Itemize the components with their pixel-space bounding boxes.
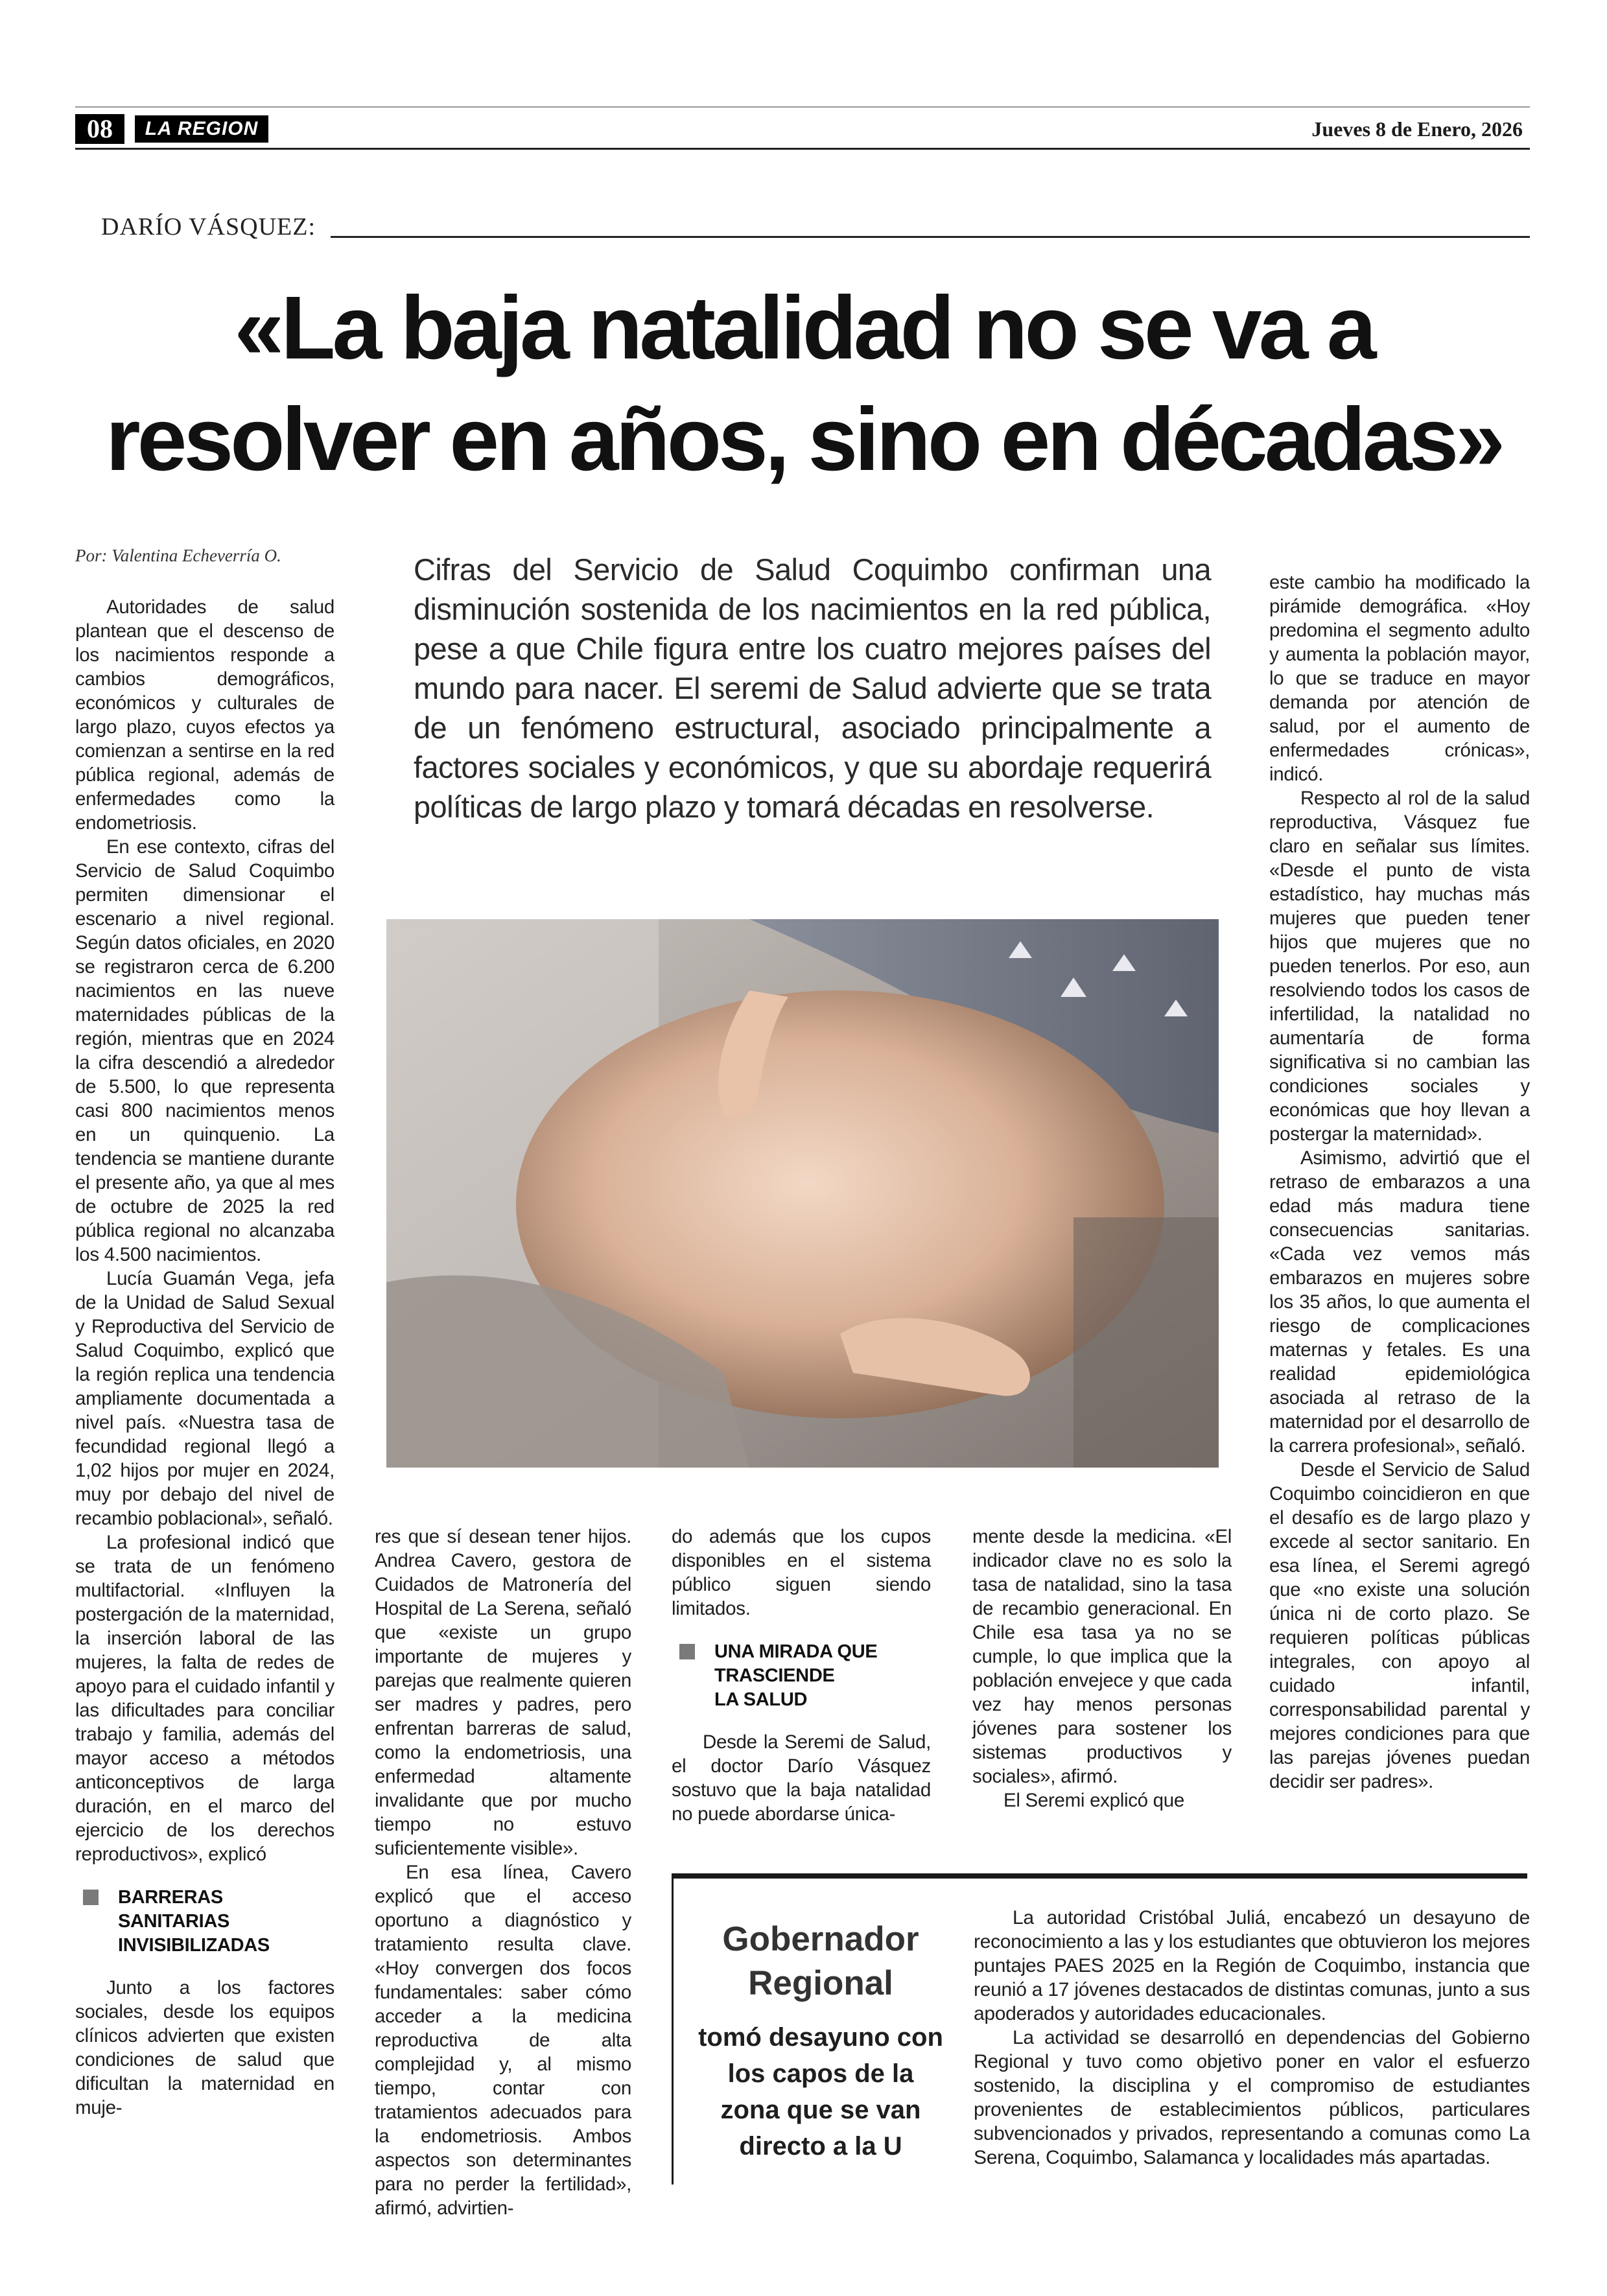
box-left-rule [672, 1873, 674, 2185]
article-byline: Por: Valentina Echeverría O. [75, 546, 281, 565]
issue-date: Jueves 8 de Enero, 2026 [1311, 117, 1523, 141]
header-bottom-rule [75, 148, 1530, 150]
article-column-4 [972, 1525, 1232, 1812]
paragraph: En ese contexto, cifras del Servicio de Salud Coquimbo permiten dimensionar el escenario a nivel regional. Según datos oficiales, en 2020 se registraron cerca de 6.200 nacimientos en las nueve maternidades públicas de la región, mientras que en 2024 la cifra descendió a alrededor de 5.500, lo que representa casi 800 nacimientos menos en un quinquenio. La tendencia se mantiene durante el presente año, ya que al mes de octubre de 2025 la red pública regional no alcanzaba los 4.500 nacimientos. [75, 836, 334, 1265]
article-column-2 [375, 1525, 631, 2220]
article-headline [97, 272, 1510, 495]
subhead-barreras: BARRERAS SANITARIAS INVISIBILIZADAS [75, 1886, 334, 1958]
article-column-5 [1269, 570, 1530, 1794]
headline-line-1: «La baja natalidad no se va a [234, 278, 1374, 378]
article-column-1 [75, 595, 334, 2120]
paragraph: Asimismo, advirtió que el retraso de embarazos a una edad más madura tiene consecuencias sanitarias. «Cada vez vemos más embarazos en mujeres sobre los 35 años, lo que aumenta el riesgo de complicaciones maternas y fetales. Es una realidad epidemiológica asociada al retraso de la maternidad por el desarrollo de la carrera profesional», señaló. [1269, 1147, 1530, 1457]
paragraph: res que sí desean tener hijos. Andrea Cavero, gestora de Cuidados de Matronería del Hospital de La Serena, señaló que «existe un grupo importante de mujeres y parejas que realmente quieren ser madres y padres, pero enfrentan barreras de salud, como la endometriosis, una enfermedad altamente invalidante que por mucho tiempo no estuvo suficientemente visible». [375, 1526, 631, 1859]
paragraph: La autoridad Cristóbal Juliá, encabezó un desayuno de reconocimiento a las y los estudiantes que obtuvieron los mejores puntajes PAES 2025 en la Región de Coquimbo, instancia que reunió a 17 jóvenes destacados de distintas comunas, junto a sus apoderados y autoridades educacionales. [974, 1907, 1530, 2024]
box-subtitle: tomó desayuno con los capos de la zona que se van directo a la U [698, 2023, 943, 2161]
article-kicker: DARÍO VÁSQUEZ: [101, 213, 316, 240]
paragraph: En esa línea, Cavero explicó que el acceso oportuno a diagnóstico y tratamiento resulta clave. «Hoy convergen dos focos fundamentales: saber cómo acceder a la medicina reproductiva de alta complejidad y, al mismo tiempo, contar con tratamientos adecuados para la endometriosis. Ambos aspectos son determinantes para no perder la fertilidad», afirmó, advirtien- [375, 1862, 631, 2219]
paragraph: Desde el Servicio de Salud Coquimbo coincidieron en que el desafío es de largo plazo y excede al sector sanitario. En esa línea, el Seremi agregó que «no existe una solución única ni de corto plazo. Se requieren políticas públicas integrales, con apoyo al cuidado infantil, corresponsabilidad parental y mejores condiciones para que las parejas jóvenes puedan decidir ser padres». [1269, 1459, 1530, 1792]
article-photo [386, 919, 1219, 1468]
paragraph: La actividad se desarrolló en dependencias del Gobierno Regional y tuvo como objetivo poner en valor el esfuerzo sostenido, la disciplina y el compromiso de estudiantes provenientes de establecimientos públicos, particulares subvencionados y privados, representando a comunas como La Serena, Coquimbo, Salamanca y localidades más apartadas. [974, 2027, 1530, 2168]
square-bullet-icon [83, 1890, 99, 1905]
paragraph: do además que los cupos disponibles en el sistema público siguen siendo limitados. [672, 1526, 931, 1619]
page-number: 08 [75, 114, 124, 144]
paragraph: este cambio ha modificado la pirámide demográfica. «Hoy predomina el segmento adulto y aumenta la población mayor, lo que se traduce en mayor demanda por atención de salud, por el aumento de enfermedades crónicas», indicó. [1269, 572, 1530, 785]
box-title: Gobernador Regional [722, 1920, 919, 2002]
paragraph: Junto a los factores sociales, desde los equipos clínicos advierten que existen condiciones de salud que dificultan la maternidad en muje- [75, 1977, 334, 2118]
paragraph: Desde la Seremi de Salud, el doctor Darío Vásquez sostuvo que la baja natalidad no puede abordarse única- [672, 1731, 931, 1825]
article-column-3 [672, 1525, 931, 1826]
headline-line-2: resolver en años, sino en décadas» [105, 390, 1503, 489]
paragraph: Respecto al rol de la salud reproductiva, Vásquez fue claro en señalar sus límites. «Desde el punto de vista estadístico, hay muchas más mujeres que pueden tener hijos que mujeres que no pueden tenerlos. Por eso, aun resolviendo todos los casos de infertilidad, la natalidad no aumentaría de forma significativa si no cambian las condiciones sociales y económicas que hoy llevan a postergar la maternidad». [1269, 788, 1530, 1145]
square-bullet-icon [679, 1644, 695, 1659]
paragraph: Autoridades de salud plantean que el descenso de los nacimientos responde a cambios demográficos, económicos y culturales de largo plazo, cuyos efectos ya comienzan a sentirse en la red pública regional, además de enfermedades como la endometriosis. [75, 596, 334, 834]
paragraph: mente desde la medicina. «El indicador clave no es solo la tasa de natalidad, sino la tasa de recambio generacional. En Chile esa tasa ya no se cumple, lo que implica que la población envejece y que cada vez hay menos personas jóvenes para sostener los sistemas productivos y sociales», afirmó. [972, 1526, 1232, 1787]
box-top-rule [672, 1873, 1527, 1879]
publication-logo: LA REGION [135, 115, 268, 143]
kicker-rule [331, 236, 1530, 238]
paragraph: La profesional indicó que se trata de un fenómeno multifactorial. «Influyen la postergación de la maternidad, la inserción laboral de las mujeres, la falta de redes de apoyo para el cuidado infantil y las dificultades para conciliar trabajo y familia, además del mayor acceso a métodos anticonceptivos de larga duración, en el marco del ejercicio de los derechos reproductivos», explicó [75, 1532, 334, 1865]
subhead-una-mirada: UNA MIRADA QUE TRASCIENDE LA SALUD [672, 1640, 931, 1712]
pregnant-belly-photo-icon [386, 919, 1219, 1468]
paragraph: Lucía Guamán Vega, jefa de la Unidad de Salud Sexual y Reproductiva del Servicio de Salud Coquimbo, explicó que la región replica una tendencia ampliamente documentada a nivel país. «Nuestra tasa de fecundidad regional llegó a 1,02 hijos por mujer en 2024, muy por debajo del nivel de recambio poblacional», señaló. [75, 1268, 334, 1529]
box-body [974, 1906, 1530, 2170]
paragraph: El Seremi explicó que [1003, 1790, 1185, 1811]
header-top-rule [75, 106, 1530, 108]
article-lead: Cifras del Servicio de Salud Coquimbo confirman una disminución sostenida de los nacimientos en la red pública, pese a que Chile figura entre los cuatro mejores países del mundo para nacer. El seremi de Salud advierte que se trata de un fenómeno estructural, asociado principalmente a factores sociales y económicos, y que su abordaje requerirá políticas de largo plazo y tomará décadas en resolverse. [414, 552, 1211, 824]
